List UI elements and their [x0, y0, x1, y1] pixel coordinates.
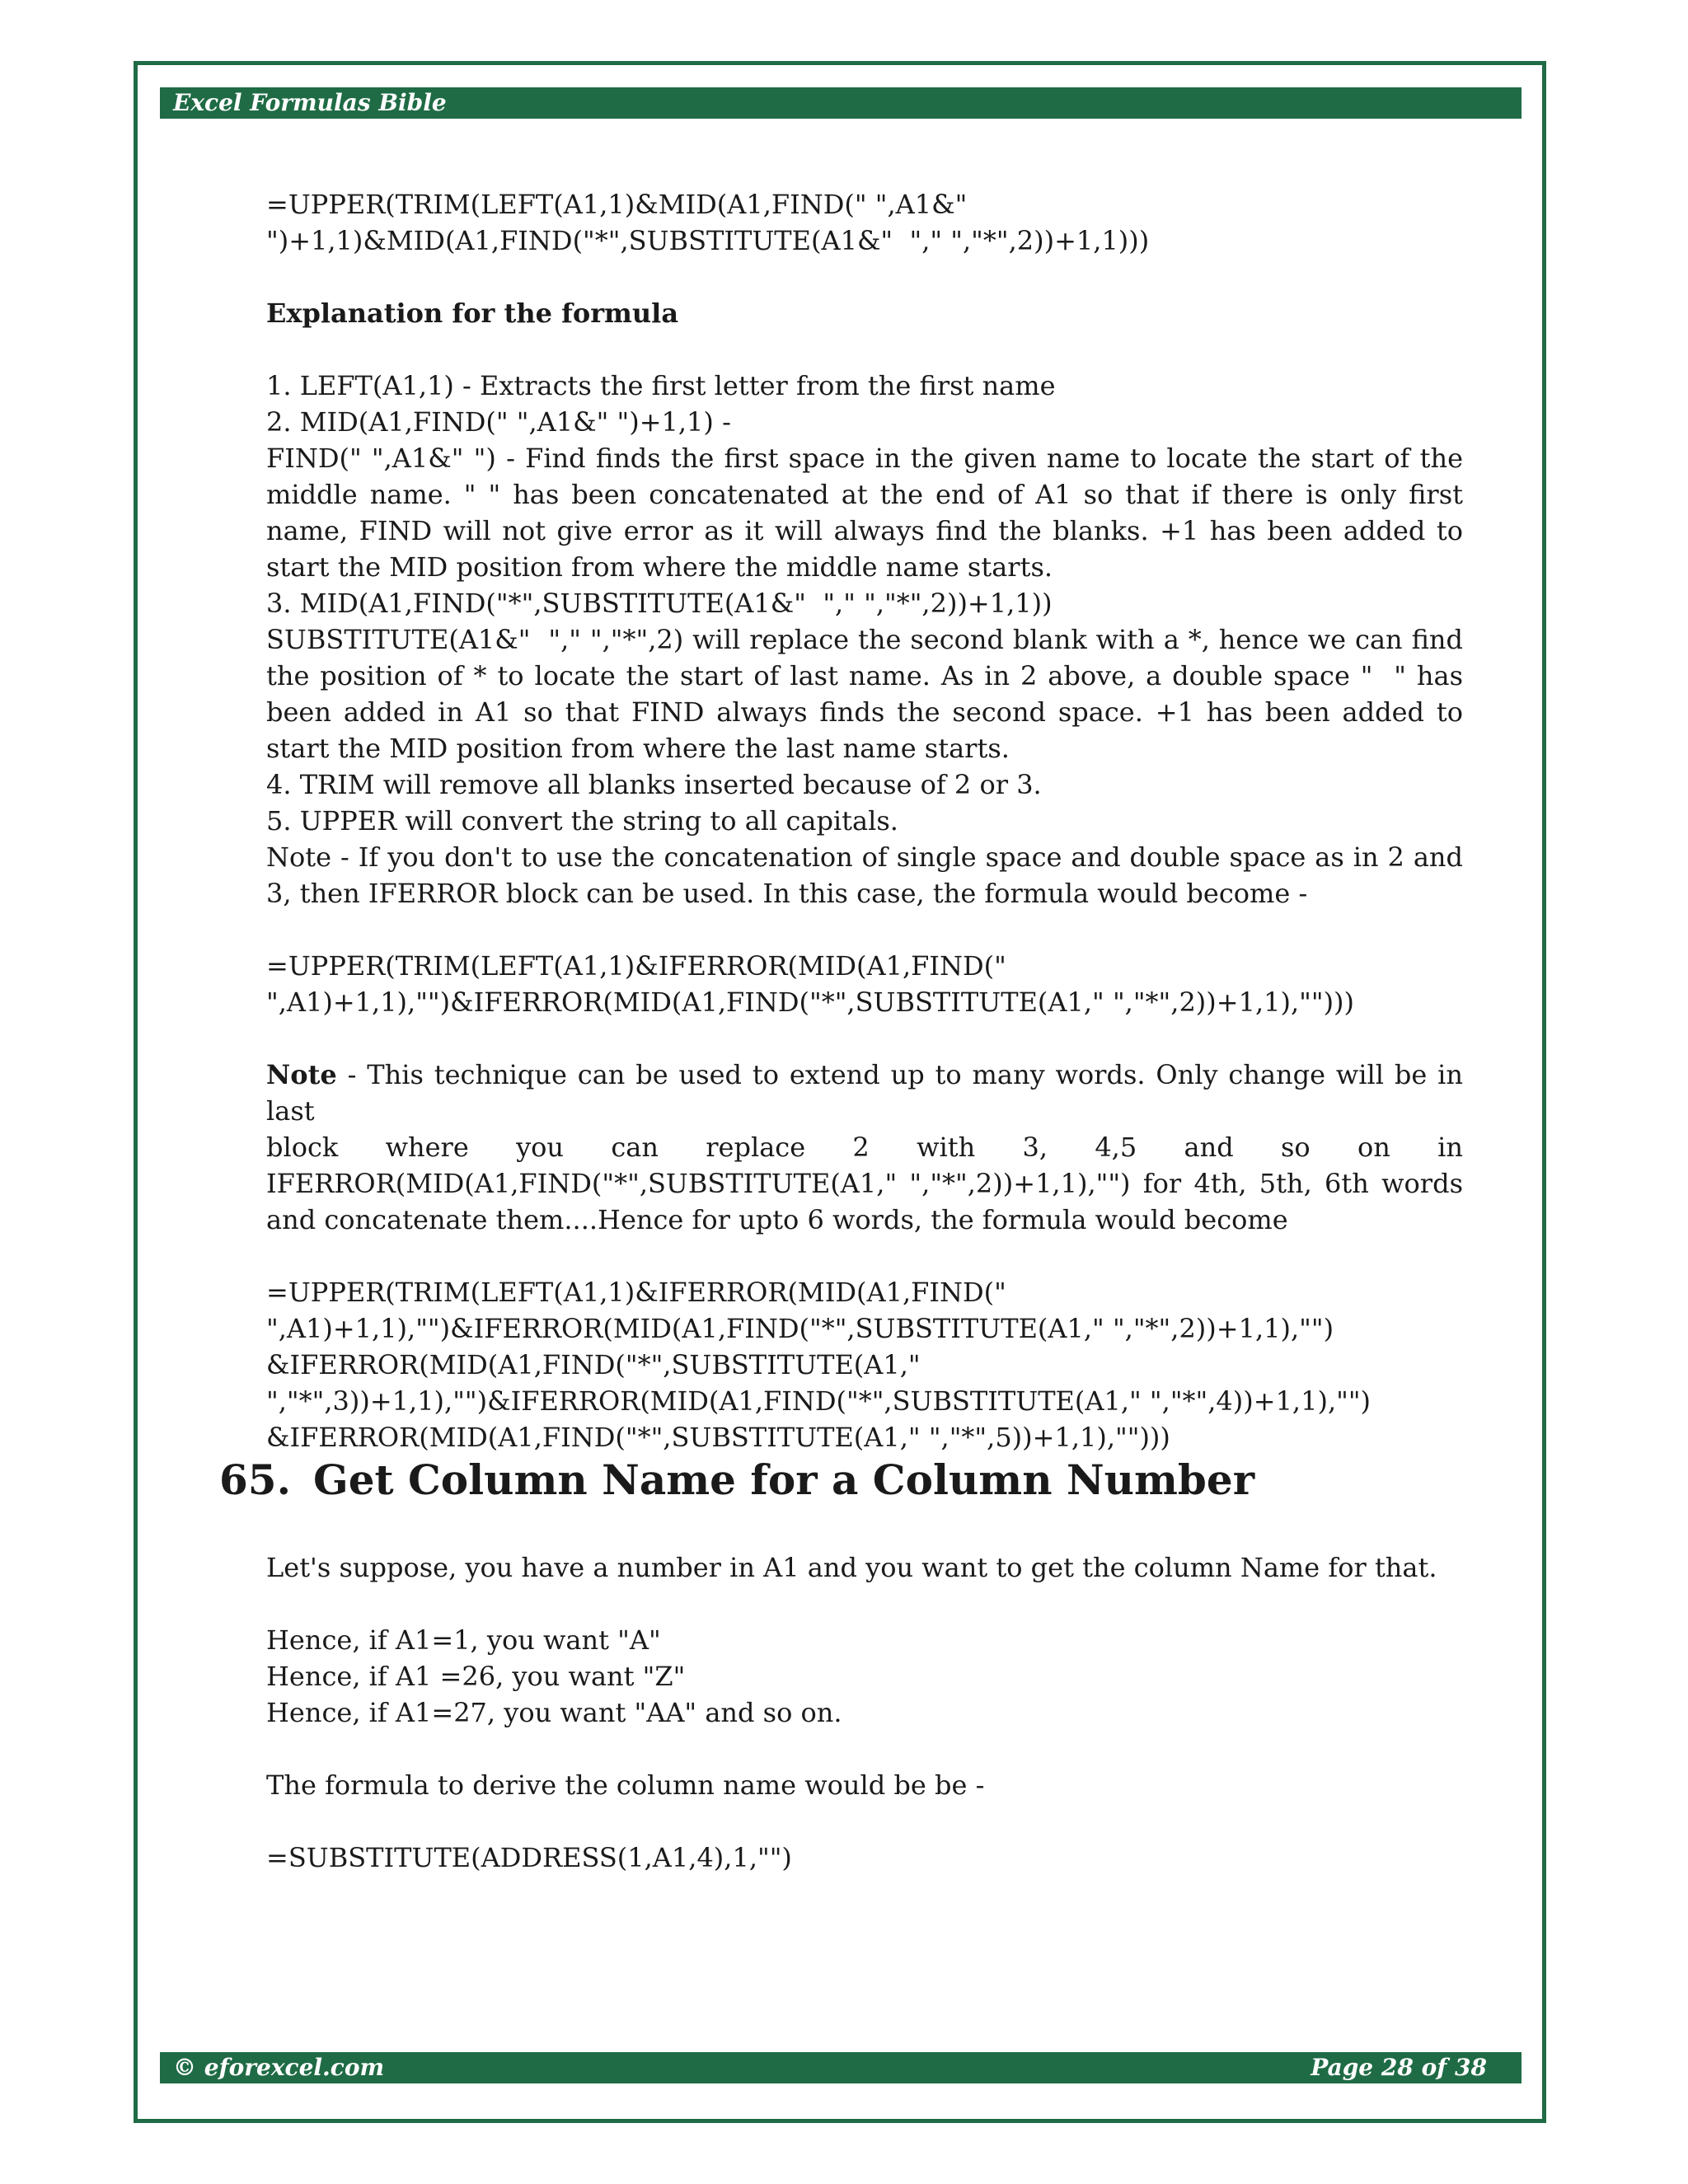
header-bar: [160, 87, 1522, 119]
formula-line: =UPPER(TRIM(LEFT(A1,1)&MID(A1,FIND(" ",A1&": [266, 189, 968, 220]
list-item: 5. UPPER will convert the string to all capitals.: [266, 805, 898, 837]
list-item: 4. TRIM will remove all blanks inserted because of 2 or 3.: [266, 769, 1042, 800]
explanation-heading: Explanation for the formula: [266, 298, 679, 329]
formula-line: ","*",3))+1,1),"")&IFERROR(MID(A1,FIND("*",SUBSTITUTE(A1," ","*",4))+1,1),""): [266, 1385, 1372, 1417]
section-heading: [219, 1455, 1254, 1505]
formula-line: ",A1)+1,1),"")&IFERROR(MID(A1,FIND("*",SUBSTITUTE(A1," ","*",2))+1,1),""))): [266, 987, 1355, 1018]
formula-line: &IFERROR(MID(A1,FIND("*",SUBSTITUTE(A1," ","*",5))+1,1),""))): [266, 1422, 1170, 1453]
note-text: block where you can replace 2 with 3, 4,5 and so on in: [266, 1132, 1463, 1163]
section-content: [266, 1549, 1463, 1876]
example-line: Hence, if A1 =26, you want "Z": [266, 1661, 686, 1692]
paragraph: SUBSTITUTE(A1&" "," ","*",2) will replace the second blank with a *, hence we can find the position of * to locate the start of last name. As in 2 above, a double space " " has been added in A1 so that FIND always finds the second space. +1 has been added to start the MID position from where the last name starts.: [266, 624, 1472, 764]
main-content: [266, 186, 1472, 1455]
list-item: 1. LEFT(A1,1) - Extracts the first letter from the first name: [266, 370, 1056, 401]
paragraph: FIND(" ",A1&" ") - Find finds the first space in the given name to locate the start of the middle name. " " has been concatenated at the end of A1 so that if there is only first name, FIND will not give error as it will always find the blanks. +1 has been added to start the MID position from where the middle name starts.: [266, 443, 1472, 583]
list-item: 2. MID(A1,FIND(" ",A1&" ")+1,1) -: [266, 406, 731, 438]
section-number: 65.: [219, 1455, 291, 1504]
footer-bar: [160, 2052, 1522, 2083]
example-line: Hence, if A1=1, you want "A": [266, 1624, 661, 1656]
note-text: - This technique can be used to extend up to many words. Only change will be in last: [266, 1059, 1463, 1127]
example-line: Hence, if A1=27, you want "AA" and so on.: [266, 1697, 842, 1728]
note-paragraph: [266, 1057, 1463, 1129]
list-item: 3. MID(A1,FIND("*",SUBSTITUTE(A1&" "," ","*",2))+1,1)): [266, 588, 1053, 619]
section-title: Get Column Name for a Column Number: [313, 1455, 1255, 1504]
note-paragraph: Note - If you don't to use the concatenation of single space and double space as in 2 and 3, then IFERROR block can be used. In this case, the formula would become -: [266, 841, 1463, 909]
formula-line: =UPPER(TRIM(LEFT(A1,1)&IFERROR(MID(A1,FIND(": [266, 950, 1006, 982]
formula-line: =UPPER(TRIM(LEFT(A1,1)&IFERROR(MID(A1,FIND(": [266, 1277, 1006, 1308]
formula-line: &IFERROR(MID(A1,FIND("*",SUBSTITUTE(A1,": [266, 1349, 921, 1380]
note-text: IFERROR(MID(A1,FIND("*",SUBSTITUTE(A1," ","*",2))+1,1),"") for 4th, 5th, 6th words and concatenate them....Hence for upto 6 words, the formula would become: [266, 1168, 1472, 1235]
formula-line: ")+1,1)&MID(A1,FIND("*",SUBSTITUTE(A1&" "," ","*",2))+1,1))): [266, 225, 1150, 256]
formula-line: ",A1)+1,1),"")&IFERROR(MID(A1,FIND("*",SUBSTITUTE(A1," ","*",2))+1,1),""): [266, 1313, 1334, 1344]
paragraph: Let's suppose, you have a number in A1 and you want to get the column Name for that.: [266, 1552, 1437, 1583]
page-number: Page 28 of 38: [1311, 2054, 1487, 2081]
note-label: Note: [266, 1059, 337, 1090]
formula-line: =SUBSTITUTE(ADDRESS(1,A1,4),1,""): [266, 1842, 792, 1873]
header-title: Excel Formulas Bible: [173, 89, 447, 116]
paragraph: The formula to derive the column name would be be -: [266, 1769, 985, 1801]
footer-copyright: © eforexcel.com: [173, 2054, 385, 2081]
